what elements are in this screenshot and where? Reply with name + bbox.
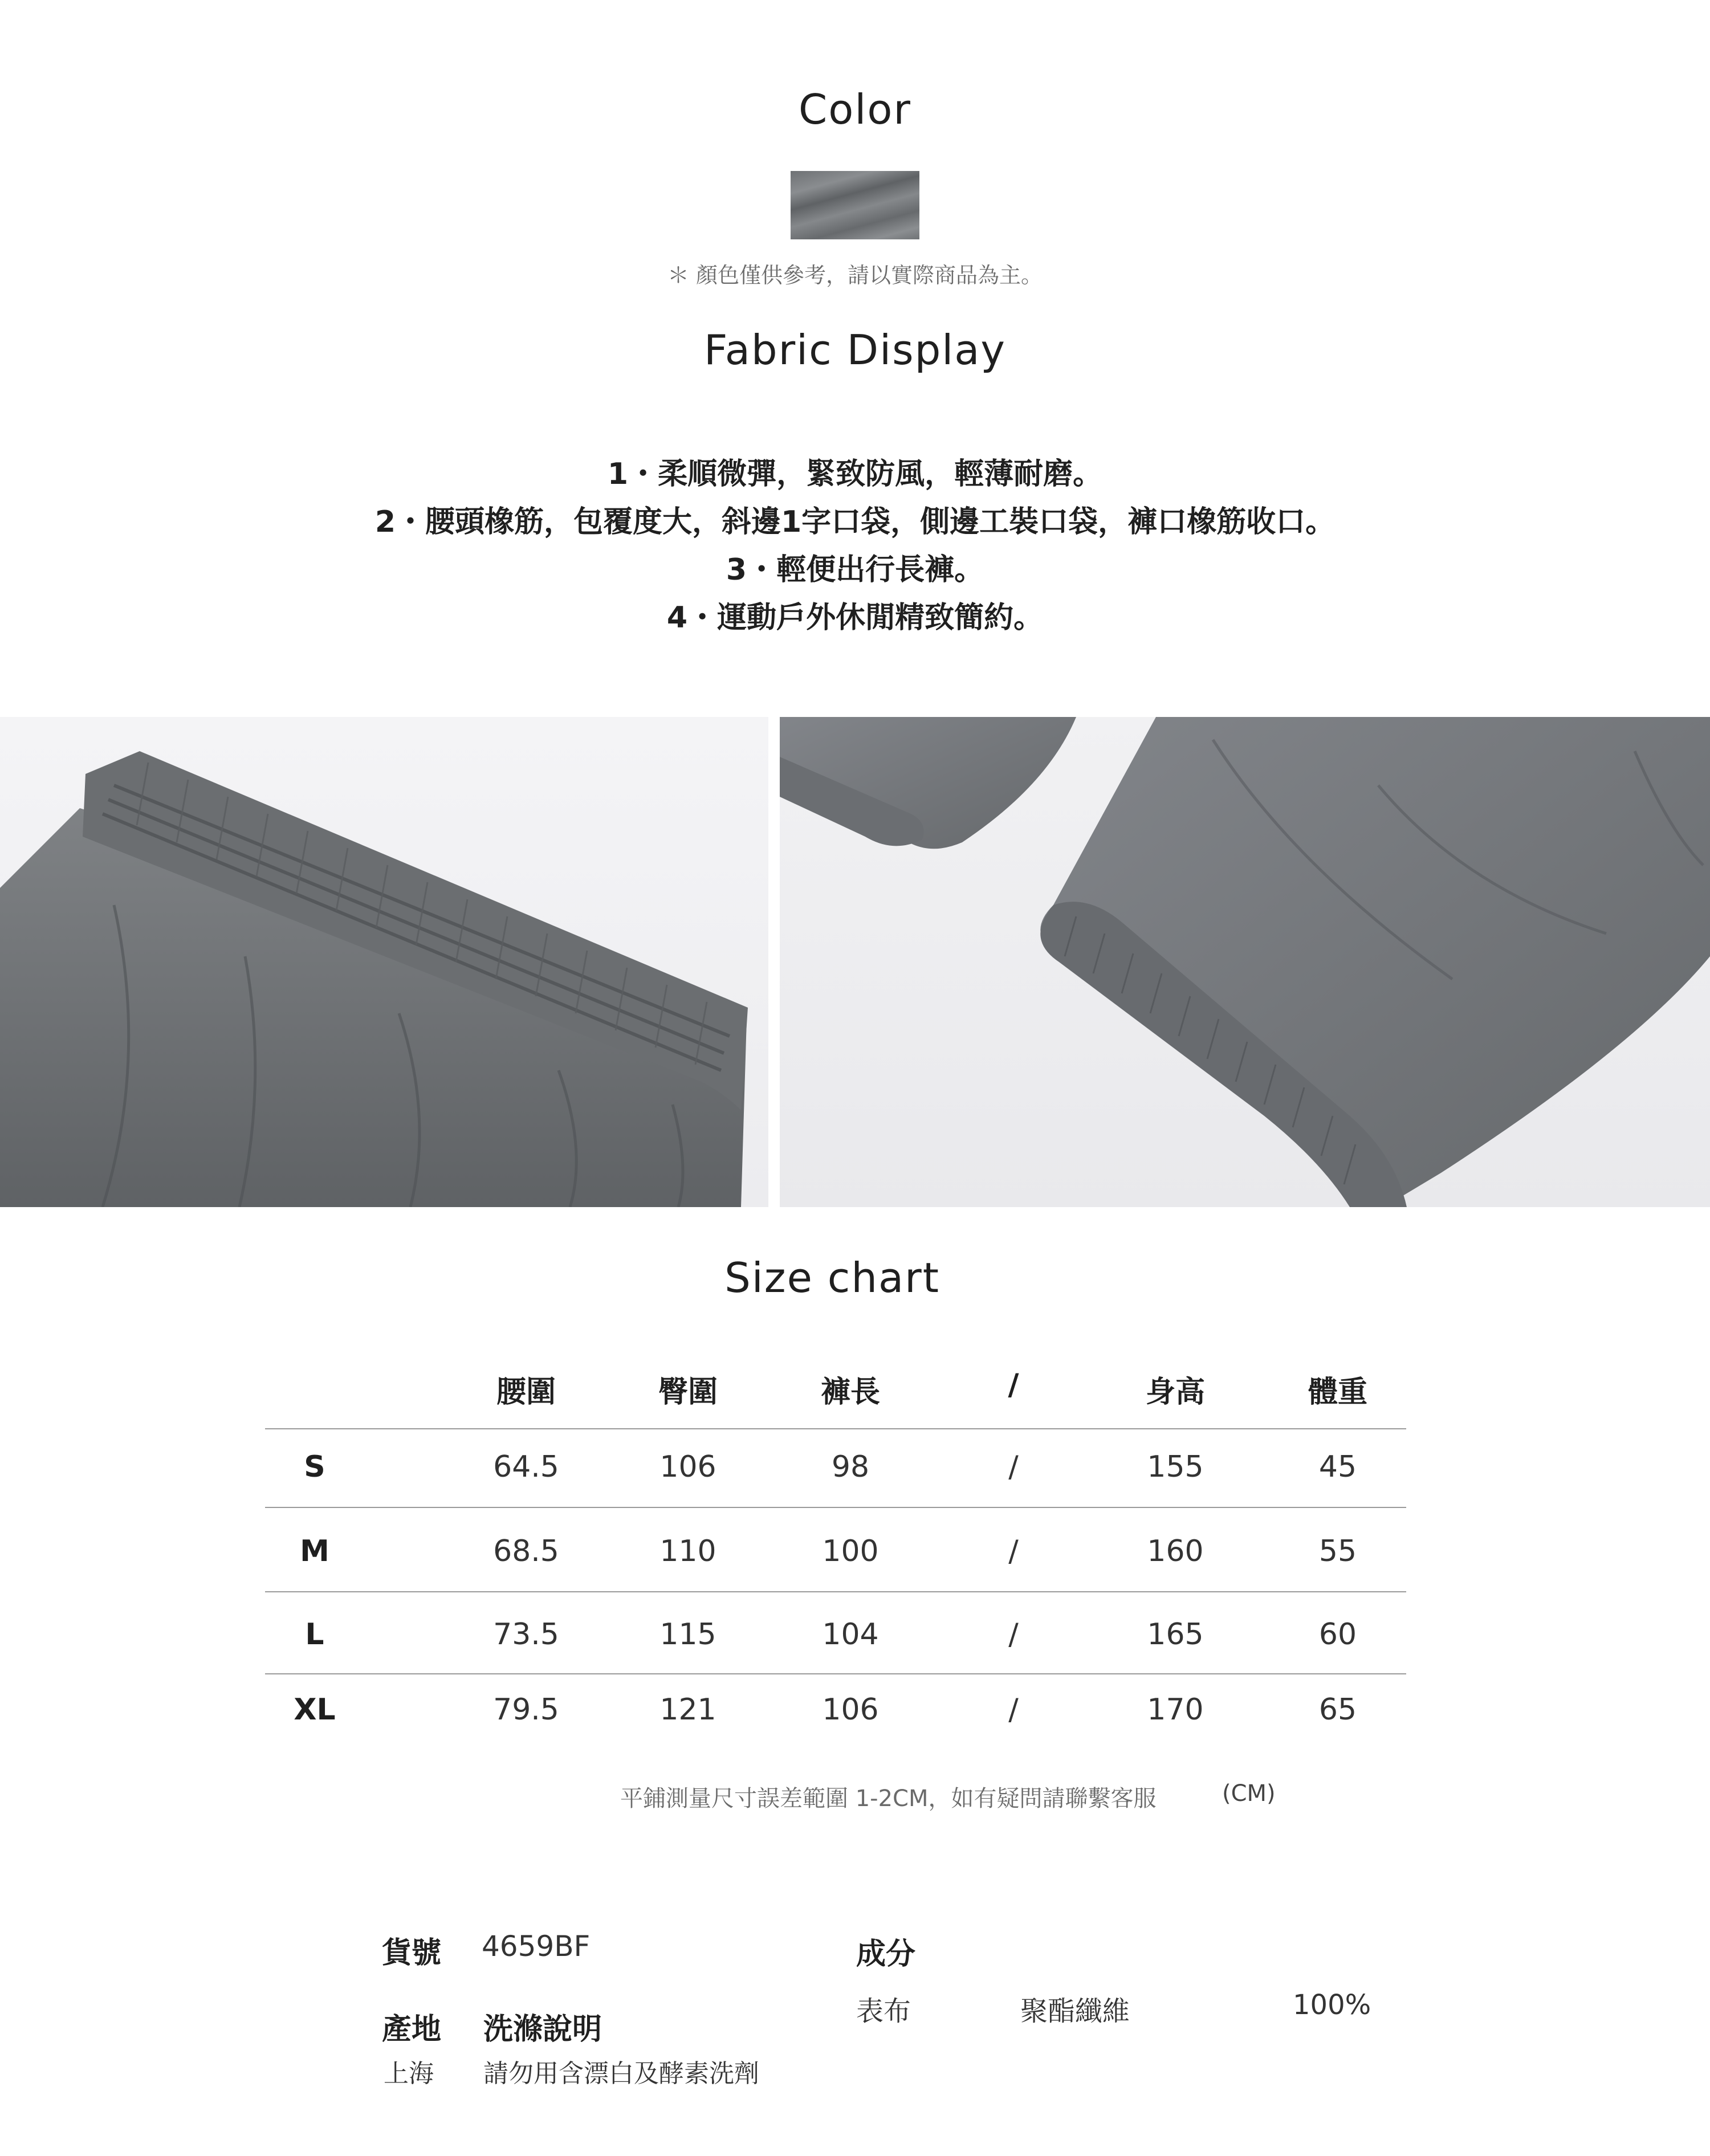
table-rule (265, 1507, 1406, 1508)
table-cell: 68.5 (493, 1534, 559, 1568)
col-header-hip: 臀圍 (658, 1375, 718, 1409)
color-heading: Color (799, 85, 911, 133)
table-cell: 79.5 (493, 1693, 559, 1727)
table-cell: 55 (1318, 1534, 1357, 1568)
table-cell: 106 (822, 1693, 879, 1727)
wash-label: 洗滌說明 (483, 2012, 602, 2047)
table-cell: / (1008, 1534, 1019, 1568)
table-cell: / (1008, 1693, 1019, 1727)
origin-value: 上海 (384, 2059, 434, 2088)
item-no-value: 4659BF (482, 1930, 591, 1963)
table-cell: 170 (1147, 1693, 1204, 1727)
composition-percent: 100% (1293, 1989, 1371, 2021)
size-chart-heading: Size chart (724, 1254, 940, 1302)
feature-item: 4・運動戶外休閒精致簡約。 (666, 601, 1044, 635)
composition-label: 成分 (856, 1937, 916, 1971)
feature-item: 3・輕便出行長褲。 (726, 553, 984, 587)
table-cell: / (1008, 1617, 1019, 1652)
col-header-length: 褲長 (820, 1375, 880, 1409)
table-cell: 98 (831, 1450, 870, 1484)
table-cell: 160 (1147, 1534, 1204, 1568)
waistband-detail-photo (0, 717, 768, 1207)
table-cell: 60 (1318, 1617, 1357, 1652)
table-cell: 65 (1318, 1693, 1357, 1727)
feature-item: 1・柔順微彈，緊致防風，輕薄耐磨。 (607, 457, 1103, 491)
col-header-height: 身高 (1145, 1375, 1205, 1409)
fabric-heading: Fabric Display (703, 326, 1007, 374)
item-no-label: 貨號 (382, 1936, 442, 1970)
table-cell: 155 (1147, 1450, 1204, 1484)
size-label-xl: XL (294, 1693, 336, 1727)
color-disclaimer: ＊ 顏色僅供參考，請以實際商品為主。 (667, 263, 1043, 288)
table-cell: 100 (822, 1534, 879, 1568)
feature-list (0, 450, 1710, 642)
table-rule (265, 1591, 1406, 1592)
composition-part: 表布 (856, 1995, 911, 2027)
table-cell: 104 (822, 1617, 879, 1652)
col-header-waist: 腰圍 (496, 1375, 556, 1409)
origin-label: 產地 (382, 2012, 442, 2047)
table-cell: 110 (659, 1534, 716, 1568)
size-label-s: S (304, 1450, 325, 1484)
table-rule (265, 1673, 1406, 1674)
table-cell: 121 (659, 1693, 716, 1727)
size-label-l: L (305, 1617, 324, 1652)
ankle-cuff-detail-photo (780, 717, 1710, 1207)
table-cell: 45 (1318, 1450, 1357, 1484)
col-header-weight: 體重 (1308, 1375, 1367, 1409)
table-cell: 73.5 (493, 1617, 559, 1652)
composition-material: 聚酯纖維 (1020, 1995, 1130, 2027)
table-cell: 115 (659, 1617, 716, 1652)
table-cell: 165 (1147, 1617, 1204, 1652)
table-cell: 64.5 (493, 1450, 559, 1484)
measurement-note: 平鋪測量尺寸誤差範圍 1-2CM，如有疑問請聯繫客服 (620, 1786, 1157, 1812)
unit-label: (CM) (1222, 1780, 1276, 1807)
color-swatch-gray[interactable] (791, 171, 919, 239)
col-header-divider: / (1008, 1368, 1019, 1402)
wash-value: 請勿用含漂白及酵素洗劑 (483, 2059, 759, 2088)
table-cell: 106 (659, 1450, 716, 1484)
table-rule (265, 1428, 1406, 1429)
feature-item: 2・腰頭橡筋，包覆度大，斜邊1字口袋，側邊工裝口袋，褲口橡筋收口。 (374, 505, 1336, 539)
table-cell: / (1008, 1450, 1019, 1484)
size-label-m: M (300, 1534, 329, 1568)
